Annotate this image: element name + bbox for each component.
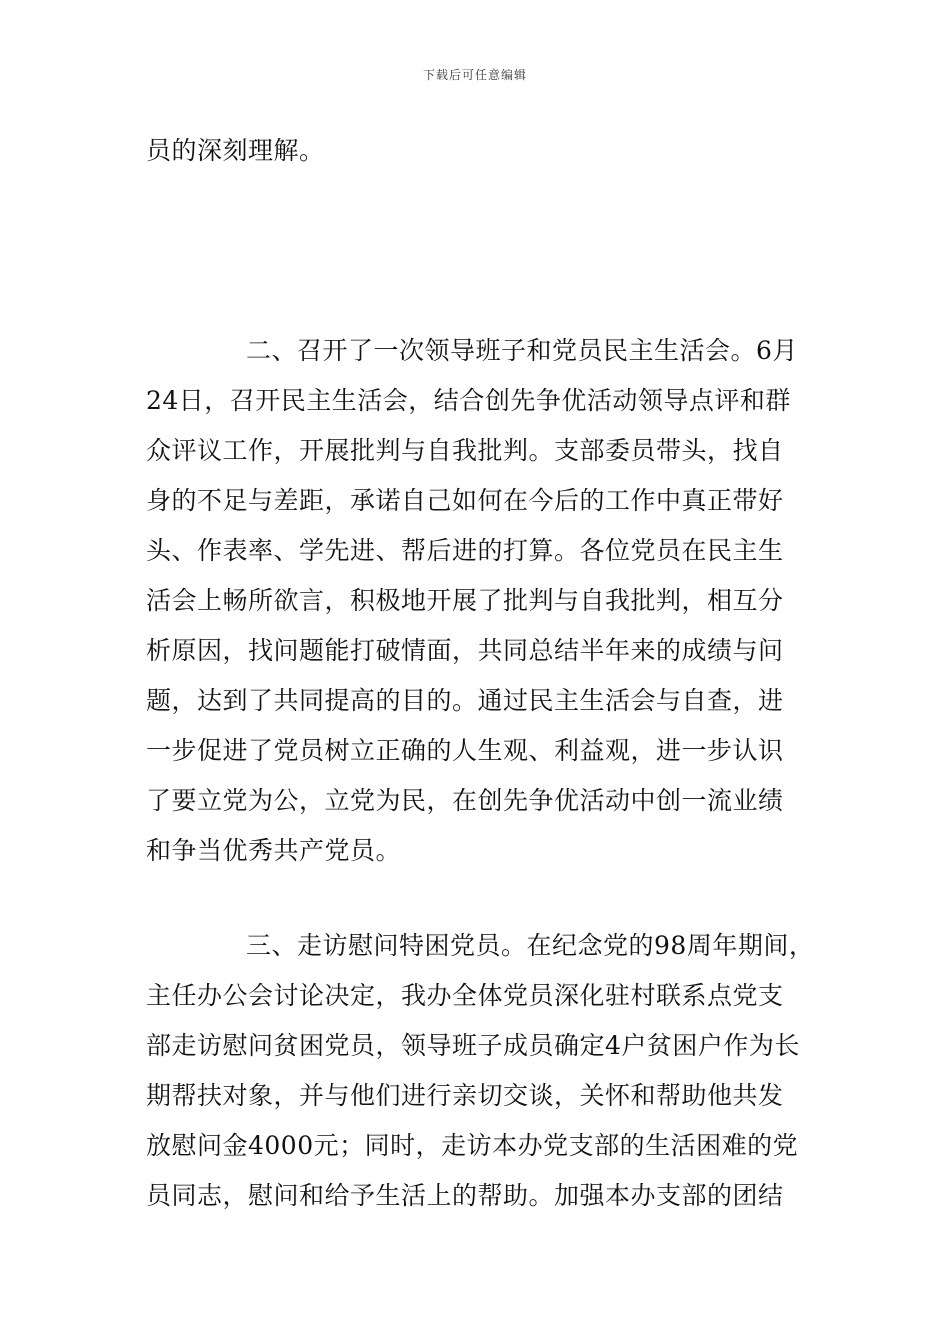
paragraph-line: 析原因，找问题能打破情面，共同总结半年来的成绩与问: [146, 636, 784, 665]
paragraph-line: 和争当优秀共产党员。: [146, 836, 402, 865]
paragraph-line: 身的不足与差距，承诺自己如何在今后的工作中真正带好: [146, 486, 784, 515]
paragraph-line: 二、召开了一次领导班子和党员民主生活会。6月: [246, 336, 798, 365]
page-header-note: 下载后可任意编辑: [422, 68, 527, 82]
paragraph-line: 员的深刻理解。: [146, 136, 325, 165]
paragraph-line: 众评议工作，开展批判与自我批判。支部委员带头，找自: [146, 436, 784, 465]
paragraph-line: 部走访慰问贫困党员，领导班子成员确定4户贫困户作为长: [146, 1031, 800, 1060]
paragraph-line: 三、走访慰问特困党员。在纪念党的98周年期间，: [246, 931, 815, 960]
paragraph-line: 头、作表率、学先进、帮后进的打算。各位党员在民主生: [146, 536, 784, 565]
paragraph-line: 主任办公会讨论决定，我办全体党员深化驻村联系点党支: [146, 981, 784, 1010]
paragraph-line: 一步促进了党员树立正确的人生观、利益观，进一步认识: [146, 736, 784, 765]
paragraph-line: 了要立党为公，立党为民，在创先争优活动中创一流业绩: [146, 786, 784, 815]
paragraph-line: 题，达到了共同提高的目的。通过民主生活会与自查，进: [146, 686, 784, 715]
paragraph-line: 员同志，慰问和给予生活上的帮助。加强本办支部的团结: [146, 1181, 784, 1210]
paragraph-line: 24日，召开民主生活会，结合创先争优活动领导点评和群: [146, 386, 791, 415]
paragraph-line: 期帮扶对象，并与他们进行亲切交谈，关怀和帮助他共发: [146, 1081, 784, 1110]
paragraph-line: 活会上畅所欲言，积极地开展了批判与自我批判，相互分: [146, 586, 784, 615]
paragraph-line: 放慰问金4000元；同时，走访本办党支部的生活困难的党: [146, 1131, 799, 1160]
